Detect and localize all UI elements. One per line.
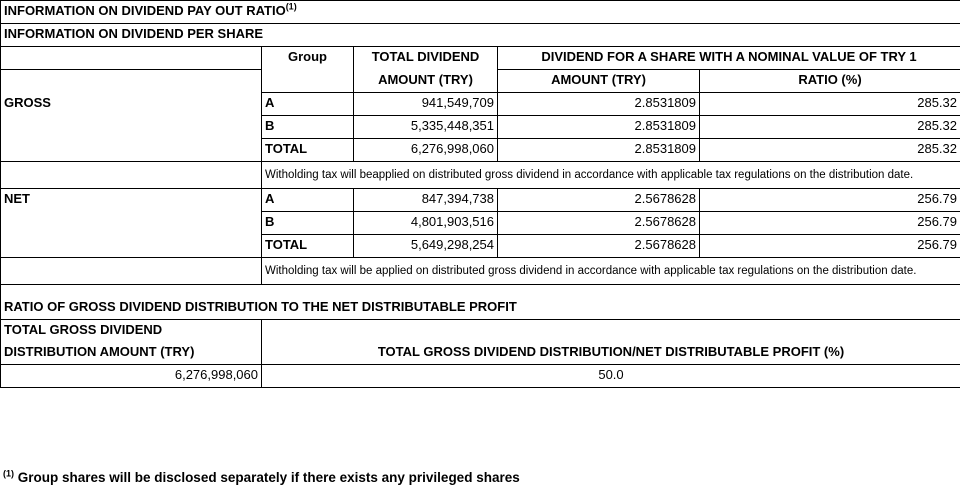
table-row: GROSS A 941,549,709 2.8531809 285.32 — [1, 93, 960, 116]
footnote-text: Group shares will be disclosed separately if there exists any privileged shares — [17, 470, 520, 485]
title-footnote-mark: (1) — [285, 1, 297, 12]
net-label: NET — [1, 189, 262, 258]
footnote — [3, 470, 520, 485]
ratio-col1-header-1: TOTAL GROSS DIVIDEND — [1, 320, 262, 343]
ratio-header: RATIO (%) — [700, 70, 960, 93]
table-row: TOTAL 6,276,998,060 2.8531809 285.32 — [1, 139, 960, 162]
total-dividend-header-2: AMOUNT (TRY) — [354, 70, 498, 93]
table-row: B 4,801,903,516 2.5678628 256.79 — [1, 212, 960, 235]
net-note: Witholding tax will be applied on distributed gross dividend in accordance with applicable tax regulations on the distribution date. — [262, 258, 960, 285]
gross-label: GROSS — [1, 93, 262, 162]
table-row: TOTAL 5,649,298,254 2.5678628 256.79 — [1, 235, 960, 258]
table-row: B 5,335,448,351 2.8531809 285.32 — [1, 116, 960, 139]
table-subtitle: INFORMATION ON DIVIDEND PER SHARE — [1, 24, 960, 47]
total-dividend-header-1: TOTAL DIVIDEND — [354, 47, 498, 70]
ratio-value-percent: 50.0 — [262, 365, 960, 388]
group-header: Group — [262, 47, 354, 70]
ratio-value-amount: 6,276,998,060 — [1, 365, 262, 388]
ratio-col1-header-2: DISTRIBUTION AMOUNT (TRY) — [1, 342, 262, 365]
table-title: INFORMATION ON DIVIDEND PAY OUT RATIO$^{(1)}$ — [1, 1, 960, 24]
gross-note: Witholding tax will beapplied on distributed gross dividend in accordance with applicable tax regulations on the distribution date. — [262, 162, 960, 189]
table-row: NET A 847,394,738 2.5678628 256.79 — [1, 189, 960, 212]
footnote-mark: (1) — [3, 468, 14, 479]
ratio-section-title: RATIO OF GROSS DIVIDEND DISTRIBUTION TO THE NET DISTRIBUTABLE PROFIT — [1, 285, 960, 320]
amount-header: AMOUNT (TRY) — [498, 70, 700, 93]
per-share-header: DIVIDEND FOR A SHARE WITH A NOMINAL VALUE OF TRY 1 — [498, 47, 960, 70]
ratio-col2-header: TOTAL GROSS DIVIDEND DISTRIBUTION/NET DISTRIBUTABLE PROFIT (%) — [262, 342, 960, 365]
